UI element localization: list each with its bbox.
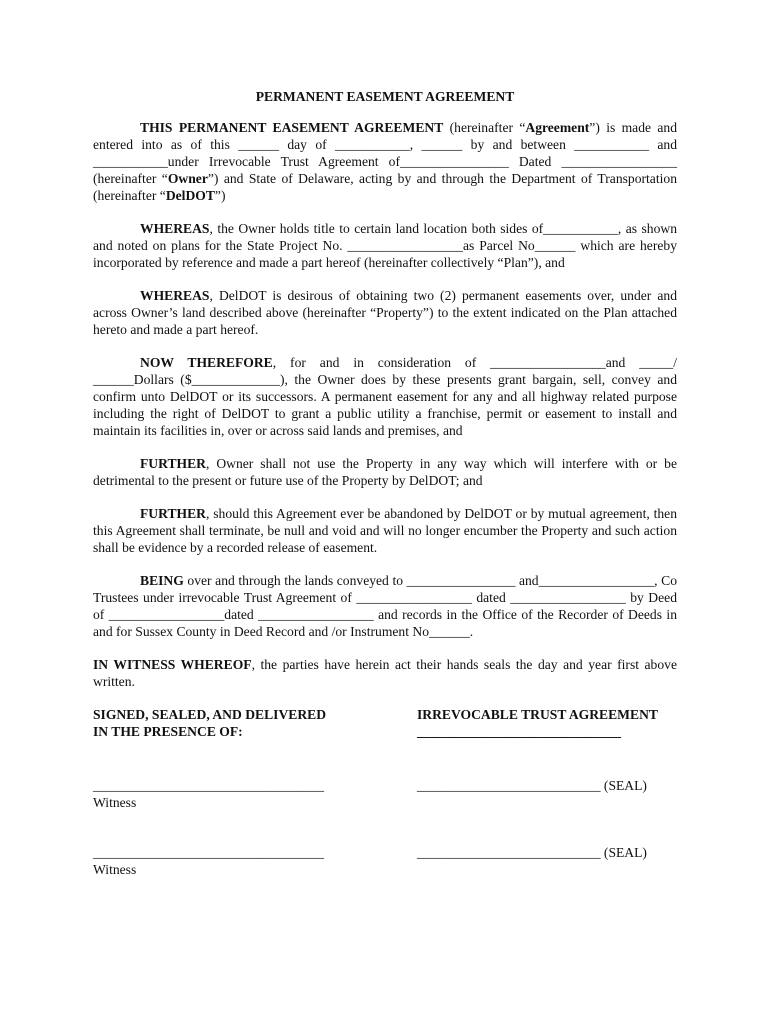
document-body bbox=[93, 88, 677, 878]
seal-signature-2 bbox=[417, 844, 677, 861]
paragraph-text: ”) bbox=[214, 188, 226, 203]
paragraph-lead: THIS PERMANENT EASEMENT AGREEMENT bbox=[140, 120, 444, 135]
paragraph-text: , the parties have herein act their hands seals the day and year first above written. bbox=[93, 657, 677, 689]
defined-term-agreement: Agreement bbox=[525, 120, 590, 135]
paragraph-parties bbox=[93, 119, 677, 204]
paragraph-text: ”) and State of Delaware, acting by and through the Department of Transportation (hereinafter “ bbox=[93, 171, 677, 203]
paragraph-text: , DelDOT is desirous of obtaining two (2) permanent easements over, under and across Owner’s land described above (hereinafter “Property”) to the extent indicated on the Plan attached hereto and made a part hereof. bbox=[93, 288, 677, 337]
signature-row-2 bbox=[93, 844, 677, 878]
paragraph-further-abandon bbox=[93, 505, 677, 556]
defined-term-owner: Owner bbox=[167, 171, 208, 186]
defined-term-deldot: DelDOT bbox=[165, 188, 215, 203]
witness-header-line-2: IN THE PRESENCE OF: bbox=[93, 724, 243, 739]
paragraph-in-witness bbox=[93, 656, 677, 690]
paragraph-further-use bbox=[93, 455, 677, 489]
seal-signature-line: ___________________________ (SEAL) bbox=[417, 845, 647, 860]
paragraph-lead: FURTHER bbox=[140, 456, 206, 471]
paragraph-text: ”) is made and entered into as of this ______ day of ___________, ______ by and between ___________ and ___________under Irrevocable Trust Agreement of________________ Dated _________________ (hereinafter “ bbox=[93, 120, 677, 186]
trust-header bbox=[417, 706, 677, 740]
seal-signature-line: ___________________________ (SEAL) bbox=[417, 778, 647, 793]
paragraph-lead: WHEREAS bbox=[140, 221, 210, 236]
witness-signature-1 bbox=[93, 777, 373, 811]
paragraph-lead: FURTHER bbox=[140, 506, 206, 521]
paragraph-now-therefore bbox=[93, 354, 677, 439]
trust-header-line-1: IRREVOCABLE TRUST AGREEMENT bbox=[417, 707, 658, 722]
paragraph-being bbox=[93, 572, 677, 640]
paragraph-text: , Owner shall not use the Property in any way which will interfere with or be detrimental to the present or future use of the Property by DelDOT; and bbox=[93, 456, 677, 488]
witness-signature-line: __________________________________ bbox=[93, 845, 325, 860]
paragraph-whereas-easement bbox=[93, 287, 677, 338]
signature-row-1 bbox=[93, 777, 677, 811]
paragraph-lead: WHEREAS bbox=[140, 288, 210, 303]
paragraph-lead: BEING bbox=[140, 573, 184, 588]
witness-signature-line: __________________________________ bbox=[93, 778, 325, 793]
paragraph-lead: NOW THEREFORE bbox=[140, 355, 273, 370]
trust-header-line-2: ______________________________ bbox=[417, 724, 621, 739]
witness-label: Witness bbox=[93, 862, 137, 877]
seal-signature-1 bbox=[417, 777, 677, 794]
signature-headers bbox=[93, 706, 677, 740]
paragraph-text: , should this Agreement ever be abandoned by DelDOT or by mutual agreement, then this Agreement shall terminate, be null and void and will no longer encumber the Property and such action shall be evidence by a recorded release of easement. bbox=[93, 506, 677, 555]
paragraph-text: , for and in consideration of _________________and _____/ ______Dollars ($_____________), the Owner does by these presents grant bargain, sell, convey and confirm unto DelDOT or its successors. A permanent easement for any and all highway related purpose including the right of DelDOT to grant a public utility a franchise, permit or easement to install and maintain its facilities in, over or across said lands and premises, and bbox=[93, 355, 677, 438]
paragraph-text: , the Owner holds title to certain land location both sides of___________, as shown and noted on plans for the State Project No. _________________as Parcel No______ which are hereby incorporated by reference and made a part hereof (hereinafter collectively “Plan”), and bbox=[93, 221, 677, 270]
paragraph-text: (hereinafter “ bbox=[443, 120, 526, 135]
paragraph-whereas-title bbox=[93, 220, 677, 271]
witness-signature-2 bbox=[93, 844, 373, 878]
document-title: PERMANENT EASEMENT AGREEMENT bbox=[255, 89, 515, 104]
witness-header bbox=[93, 706, 373, 740]
paragraph-text: over and through the lands conveyed to ________________ and_________________, Co Trustees under irrevocable Trust Agreement of _________________ dated _________________ by Deed of _________________dated _________________ and records in the Office of the Recorder of Deeds in and for Sussex County in Deed Record and /or Instrument No______. bbox=[93, 573, 677, 639]
witness-label: Witness bbox=[93, 795, 137, 810]
witness-header-line-1: SIGNED, SEALED, AND DELIVERED bbox=[93, 707, 327, 722]
paragraph-lead: IN WITNESS WHEREOF bbox=[93, 657, 252, 672]
